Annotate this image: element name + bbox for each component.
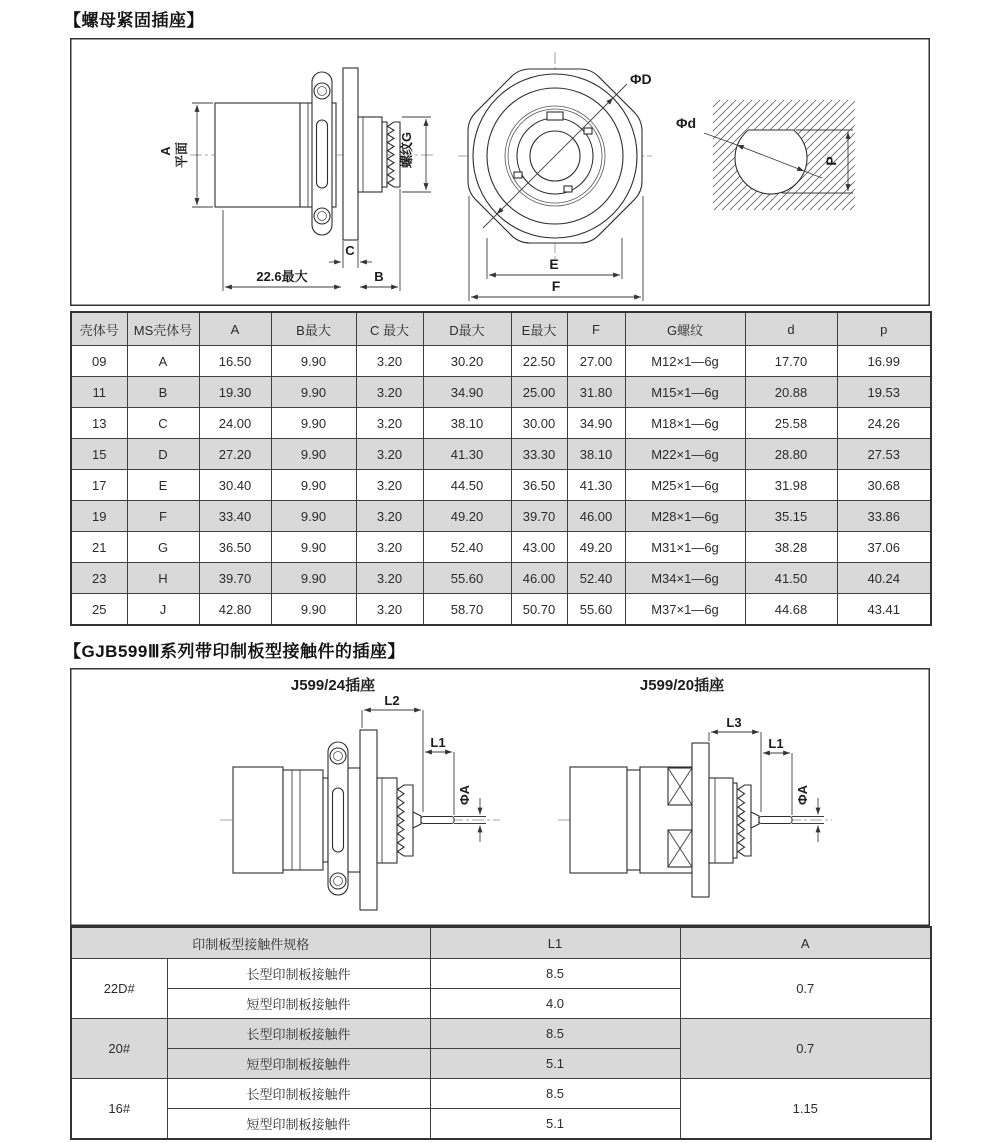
dim-label-phi-a: ΦA xyxy=(795,784,810,806)
cell: 30.40 xyxy=(199,470,271,501)
barrel-step xyxy=(733,783,737,858)
col-header: D最大 xyxy=(423,312,511,346)
cell: 30.20 xyxy=(423,346,511,377)
cell: 4.0 xyxy=(430,989,680,1019)
cell: 19.30 xyxy=(199,377,271,408)
cell: 30.00 xyxy=(511,408,567,439)
cell: 43.00 xyxy=(511,532,567,563)
cell: 9.90 xyxy=(271,563,356,594)
col-header: d xyxy=(745,312,837,346)
cell: 33.86 xyxy=(837,501,931,532)
col-header: L1 xyxy=(430,927,680,959)
collar xyxy=(627,770,640,870)
cell: 44.50 xyxy=(423,470,511,501)
table-row xyxy=(71,408,931,439)
col-header: G螺纹 xyxy=(625,312,745,346)
cell: F xyxy=(127,501,199,532)
nut-hole-bottom xyxy=(314,208,330,224)
drawing-left-title: J599/24插座 xyxy=(290,677,376,694)
cell: 30.68 xyxy=(837,470,931,501)
cell: 3.20 xyxy=(356,408,423,439)
dim-label-a: A xyxy=(158,146,173,156)
cell: 49.20 xyxy=(567,532,625,563)
cell: 21 xyxy=(71,532,127,563)
dim-label-phi-a: ΦA xyxy=(457,784,472,806)
cell: 27.20 xyxy=(199,439,271,470)
section1-drawings xyxy=(70,38,930,306)
cell: 9.90 xyxy=(271,594,356,626)
cell: 9.90 xyxy=(271,532,356,563)
cell: 长型印制板接触件 xyxy=(167,1019,430,1049)
cell: 09 xyxy=(71,346,127,377)
cell: 长型印制板接触件 xyxy=(167,1079,430,1109)
cell: 33.30 xyxy=(511,439,567,470)
col-header: MS壳体号 xyxy=(127,312,199,346)
cell: 38.10 xyxy=(567,439,625,470)
cell: 41.30 xyxy=(567,470,625,501)
cell: 42.80 xyxy=(199,594,271,626)
table-row xyxy=(71,346,931,377)
nut-slot xyxy=(317,120,328,188)
cell: 43.41 xyxy=(837,594,931,626)
dim-label-l1: L1 xyxy=(430,735,446,750)
dim-label-b: B xyxy=(374,269,384,284)
dim-label-phi-d: Φd xyxy=(675,115,697,131)
side-view-drawing xyxy=(158,68,435,291)
table-row xyxy=(71,1079,931,1109)
cell: 28.80 xyxy=(745,439,837,470)
cell: M31×1—6g xyxy=(625,532,745,563)
cell: 25.58 xyxy=(745,408,837,439)
cell: 3.20 xyxy=(356,439,423,470)
col-header: F xyxy=(567,312,625,346)
cell: 0.7 xyxy=(680,1019,931,1079)
cell: 24.00 xyxy=(199,408,271,439)
cell: 8.5 xyxy=(430,1019,680,1049)
cell: 11 xyxy=(71,377,127,408)
cell: 3.20 xyxy=(356,563,423,594)
group-name-cell: 16# xyxy=(71,1079,167,1140)
flange xyxy=(692,743,709,897)
section2-drawings xyxy=(70,668,930,926)
nut-hole-bottom xyxy=(330,873,346,889)
table-row xyxy=(71,439,931,470)
dim-label-thread-g: 螺纹G xyxy=(399,131,414,169)
cell: 3.20 xyxy=(356,346,423,377)
cell: 9.90 xyxy=(271,439,356,470)
dim-label-l3: L3 xyxy=(726,715,742,730)
col-header: A xyxy=(680,927,931,959)
col-header: p xyxy=(837,312,931,346)
cell: 41.50 xyxy=(745,563,837,594)
cell: 3.20 xyxy=(356,501,423,532)
cell: 58.70 xyxy=(423,594,511,626)
cell: 3.20 xyxy=(356,377,423,408)
collar xyxy=(283,770,323,870)
cell: 16.50 xyxy=(199,346,271,377)
cell: 13 xyxy=(71,408,127,439)
flange xyxy=(343,68,358,240)
dim-label-flat: 平面 xyxy=(174,141,189,169)
cell: 39.70 xyxy=(199,563,271,594)
cell: 46.00 xyxy=(567,501,625,532)
cell: 9.90 xyxy=(271,408,356,439)
barrel-step xyxy=(382,122,387,187)
col-header: B最大 xyxy=(271,312,356,346)
shell-dimensions-table xyxy=(70,311,932,626)
cell: 5.1 xyxy=(430,1109,680,1140)
table-row xyxy=(71,470,931,501)
cell: M18×1—6g xyxy=(625,408,745,439)
thread-body xyxy=(233,767,283,873)
cell: 17 xyxy=(71,470,127,501)
cell: 5.1 xyxy=(430,1049,680,1079)
cell: 38.28 xyxy=(745,532,837,563)
col-header: 壳体号 xyxy=(71,312,127,346)
table-row xyxy=(71,377,931,408)
cell: 25 xyxy=(71,594,127,626)
cell: 8.5 xyxy=(430,959,680,989)
dim-label-f: F xyxy=(551,278,561,294)
cell: 9.90 xyxy=(271,470,356,501)
cell: 15 xyxy=(71,439,127,470)
j599-20-drawing xyxy=(558,715,832,897)
cell: 19.53 xyxy=(837,377,931,408)
cell: 9.90 xyxy=(271,377,356,408)
cell: 长型印制板接触件 xyxy=(167,959,430,989)
group-name-cell: 20# xyxy=(71,1019,167,1079)
table-row xyxy=(71,501,931,532)
cell: 49.20 xyxy=(423,501,511,532)
cell: A xyxy=(127,346,199,377)
cell: 23 xyxy=(71,563,127,594)
cell: 52.40 xyxy=(423,532,511,563)
dim-label-l2: L2 xyxy=(384,693,400,708)
cell: 35.15 xyxy=(745,501,837,532)
cell: 9.90 xyxy=(271,346,356,377)
section1-title: 【螺母紧固插座】 xyxy=(64,11,204,30)
dim-label-e: E xyxy=(549,256,559,272)
cell: 24.26 xyxy=(837,408,931,439)
cell: 38.10 xyxy=(423,408,511,439)
nut-hole-top xyxy=(314,83,330,99)
nut-slot xyxy=(333,788,344,852)
cell: 31.98 xyxy=(745,470,837,501)
contact-pin xyxy=(421,817,454,824)
serrated-grip xyxy=(738,785,751,856)
cell: E xyxy=(127,470,199,501)
key-bump xyxy=(514,172,522,178)
cell: 0.7 xyxy=(680,959,931,1019)
group-name-cell: 22D# xyxy=(71,959,167,1019)
key-bump xyxy=(564,186,572,192)
j599-24-drawing xyxy=(220,693,500,910)
master-key xyxy=(547,112,563,120)
dim-label-226: 22.6最大 xyxy=(256,269,308,284)
cell: 50.70 xyxy=(511,594,567,626)
cell: M15×1—6g xyxy=(625,377,745,408)
cell: 27.53 xyxy=(837,439,931,470)
cell: M28×1—6g xyxy=(625,501,745,532)
panel-cutout-drawing xyxy=(676,100,855,210)
cell: 40.24 xyxy=(837,563,931,594)
cell: 短型印制板接触件 xyxy=(167,1109,430,1140)
cell: 17.70 xyxy=(745,346,837,377)
cell: 52.40 xyxy=(567,563,625,594)
cell: 短型印制板接触件 xyxy=(167,989,430,1019)
cell: M22×1—6g xyxy=(625,439,745,470)
dim-label-c: C xyxy=(345,243,355,258)
cell: 36.50 xyxy=(511,470,567,501)
cell: 34.90 xyxy=(423,377,511,408)
cell: 33.40 xyxy=(199,501,271,532)
table-row xyxy=(71,532,931,563)
pcb-contact-table xyxy=(70,926,932,1140)
pin-taper xyxy=(751,812,759,828)
nut-hole-top xyxy=(330,748,346,764)
key-bump xyxy=(584,128,592,134)
table-row xyxy=(71,594,931,626)
cell: 1.15 xyxy=(680,1079,931,1140)
pin-taper xyxy=(413,812,421,828)
table-header-row xyxy=(71,312,931,346)
cell: M12×1—6g xyxy=(625,346,745,377)
drawing-right-title: J599/20插座 xyxy=(639,677,725,694)
cell: 16.99 xyxy=(837,346,931,377)
cell: 9.90 xyxy=(271,501,356,532)
col-header: E最大 xyxy=(511,312,567,346)
cell: 46.00 xyxy=(511,563,567,594)
thread-body xyxy=(570,767,627,873)
thread-body xyxy=(215,103,300,207)
cell: 55.60 xyxy=(423,563,511,594)
d-hole xyxy=(735,130,807,194)
dim-label-p: P xyxy=(823,156,839,166)
table-row xyxy=(71,1019,931,1049)
cell: 31.80 xyxy=(567,377,625,408)
col-header: A xyxy=(199,312,271,346)
cell: 19 xyxy=(71,501,127,532)
contact-pin xyxy=(759,817,792,824)
cell: 34.90 xyxy=(567,408,625,439)
table-header-row xyxy=(71,927,931,959)
flange xyxy=(360,730,377,910)
dim-label-phi-D: ΦD xyxy=(630,71,652,87)
cell: M25×1—6g xyxy=(625,470,745,501)
cell: 27.00 xyxy=(567,346,625,377)
cell: 36.50 xyxy=(199,532,271,563)
cell: 41.30 xyxy=(423,439,511,470)
barrel xyxy=(358,117,382,192)
cell: 55.60 xyxy=(567,594,625,626)
cell: 22.50 xyxy=(511,346,567,377)
col-header: C 最大 xyxy=(356,312,423,346)
cell: 44.68 xyxy=(745,594,837,626)
table-row xyxy=(71,563,931,594)
cell: 37.06 xyxy=(837,532,931,563)
front-view-drawing xyxy=(458,52,652,301)
cell: 25.00 xyxy=(511,377,567,408)
cell: G xyxy=(127,532,199,563)
cell: C xyxy=(127,408,199,439)
cell: 8.5 xyxy=(430,1079,680,1109)
cell: 20.88 xyxy=(745,377,837,408)
cell: 39.70 xyxy=(511,501,567,532)
serrated-grip xyxy=(398,785,414,856)
cell: J xyxy=(127,594,199,626)
barrel xyxy=(377,778,397,863)
table-row xyxy=(71,959,931,989)
cell: M34×1—6g xyxy=(625,563,745,594)
dim-label-l1: L1 xyxy=(768,736,784,751)
cell: 3.20 xyxy=(356,594,423,626)
cell: M37×1—6g xyxy=(625,594,745,626)
cell: H xyxy=(127,563,199,594)
section2-title: 【GJB599Ⅲ系列带印制板型接触件的插座】 xyxy=(64,642,406,661)
cell: 3.20 xyxy=(356,470,423,501)
cell: B xyxy=(127,377,199,408)
barrel xyxy=(709,778,733,863)
cell: D xyxy=(127,439,199,470)
cell: 短型印制板接触件 xyxy=(167,1049,430,1079)
col-header: 印制板型接触件规格 xyxy=(71,927,430,959)
cell: 3.20 xyxy=(356,532,423,563)
